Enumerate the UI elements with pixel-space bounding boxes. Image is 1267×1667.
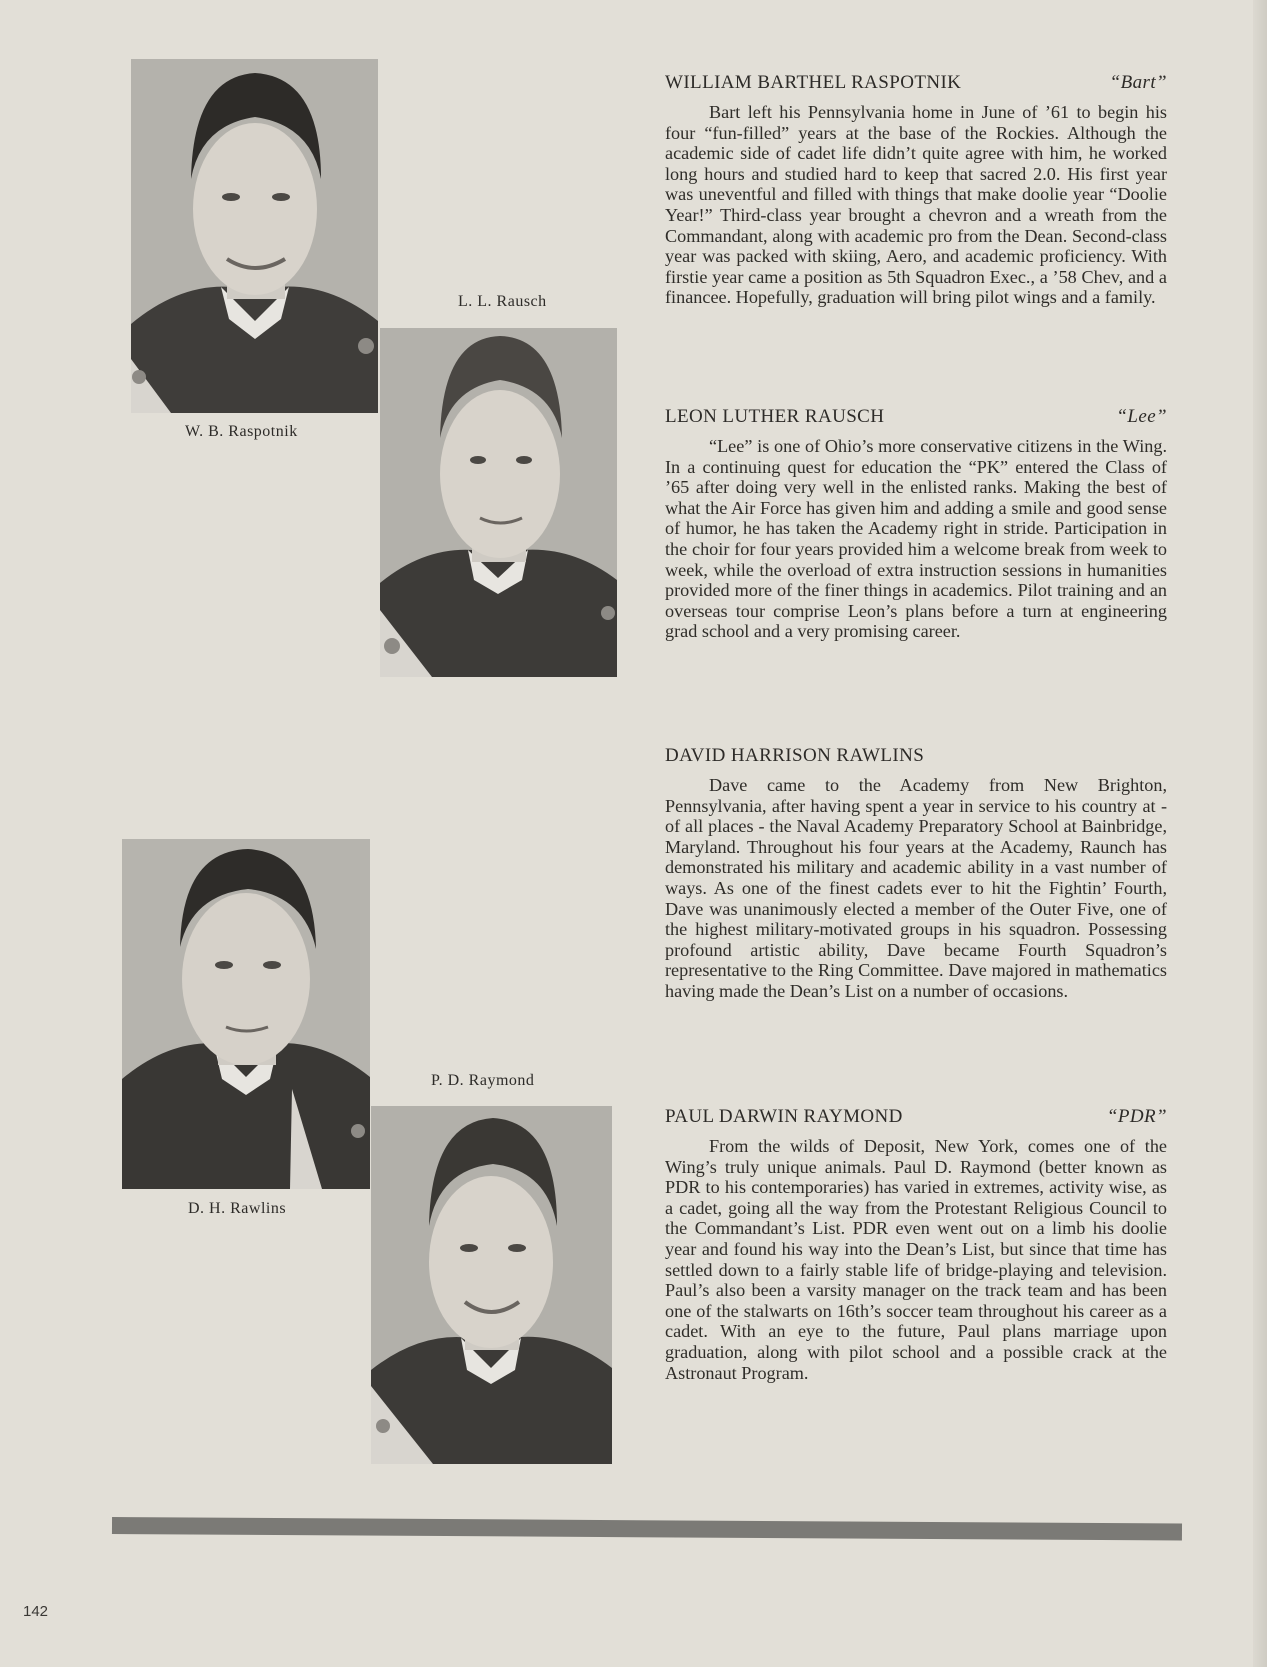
entry-rausch	[665, 406, 1167, 642]
portrait-photo-raymond	[371, 1106, 612, 1464]
entry-nickname: “Bart”	[1109, 72, 1167, 93]
page-edge	[1253, 0, 1267, 1667]
entry-name: WILLIAM BARTHEL RASPOTNIK	[665, 72, 962, 93]
portrait-caption-rawlins: D. H. Rawlins	[188, 1200, 287, 1217]
entry-body: “Lee” is one of Ohio’s more conservative citizens in the Wing. In a continuing quest for education the “PK” entered the Class of ’65 after doing very well in the enlisted ranks. Making the best of what the Air Force has given him and adding a smile and good sense of humor, he has taken the Academy right in stride. Participation in the choir for four years provided him a welcome break from week to week, while the overload of extra instruction sessions in humanities provided more of the finer things in academics. Pilot training and an overseas tour comprise Leon’s plans before a turn at engineering grad school and a very promising career.	[665, 436, 1167, 642]
portrait-caption-rausch: L. L. Rausch	[458, 293, 547, 310]
entry-nickname: “Lee”	[1116, 406, 1167, 427]
entry-name: PAUL DARWIN RAYMOND	[665, 1106, 903, 1127]
portrait-caption-raymond: P. D. Raymond	[431, 1072, 535, 1089]
entry-body: From the wilds of Deposit, New York, comes one of the Wing’s truly unique animals. Paul D. Raymond (better known as PDR to his contemporaries) has varied in extremes, activity wise, as a cadet, going all the way from the Protestant Religious Council to the Commandant’s List. PDR even went out on a limb his doolie year and found his way into the Dean’s List, but since that time has settled down to a fairly stable life of bridge-playing and television. Paul’s also been a varsity manager on the track team and has been one of the stalwarts on 16th’s soccer team throughout his career as a cadet. With an eye to the future, Paul plans marriage upon graduation, along with pilot school and a possible crack at the Astronaut Program.	[665, 1136, 1167, 1383]
entry-rawlins	[665, 745, 1167, 1002]
portrait-photo-rawlins	[122, 839, 370, 1189]
entry-body: Dave came to the Academy from New Brighton, Pennsylvania, after having spent a year in service to his country at - of all places - the Naval Academy Preparatory School at Bainbridge, Maryland. Throughout his four years at the Academy, Raunch has demonstrated his military and academic ability in a vast number of ways. As one of the finest cadets ever to hit the Fightin’ Fourth, Dave was unanimously elected a member of the Outer Five, one of the highest military-motivated groups in his squadron. Possessing profound artistic ability, Dave became Fourth Squadron’s representative to the Ring Committee. Dave majored in mathematics having made the Dean’s List on a number of occasions.	[665, 775, 1167, 1001]
footer-rule	[112, 1517, 1182, 1541]
entry-body: Bart left his Pennsylvania home in June of ’61 to begin his four “fun-filled” years at the base of the Rockies. Although the academic side of cadet life didn’t quite agree with him, he worked long hours and studied hard to keep that sacred 2.0. His first year was uneventful and filled with things that make doolie year “Doolie Year!” Third-class year brought a chevron and a wreath from the Commandant, along with academic pro from the Dean. Second-class year was packed with skiing, Aero, and academic proficiency. With firstie year came a position as 5th Squadron Exec., a ’58 Chev, and a financee. Hopefully, graduation will bring pilot wings and a family.	[665, 102, 1167, 308]
page-number: 142	[23, 1603, 49, 1620]
portrait-photo-rausch	[380, 328, 617, 677]
entry-raymond	[665, 1106, 1167, 1383]
entry-name: LEON LUTHER RAUSCH	[665, 406, 885, 427]
portrait-caption-raspotnik: W. B. Raspotnik	[185, 423, 298, 440]
entry-nickname: “PDR”	[1106, 1106, 1167, 1127]
entry-name: DAVID HARRISON RAWLINS	[665, 745, 925, 766]
entry-raspotnik	[665, 72, 1167, 308]
portrait-photo-raspotnik	[131, 59, 378, 413]
